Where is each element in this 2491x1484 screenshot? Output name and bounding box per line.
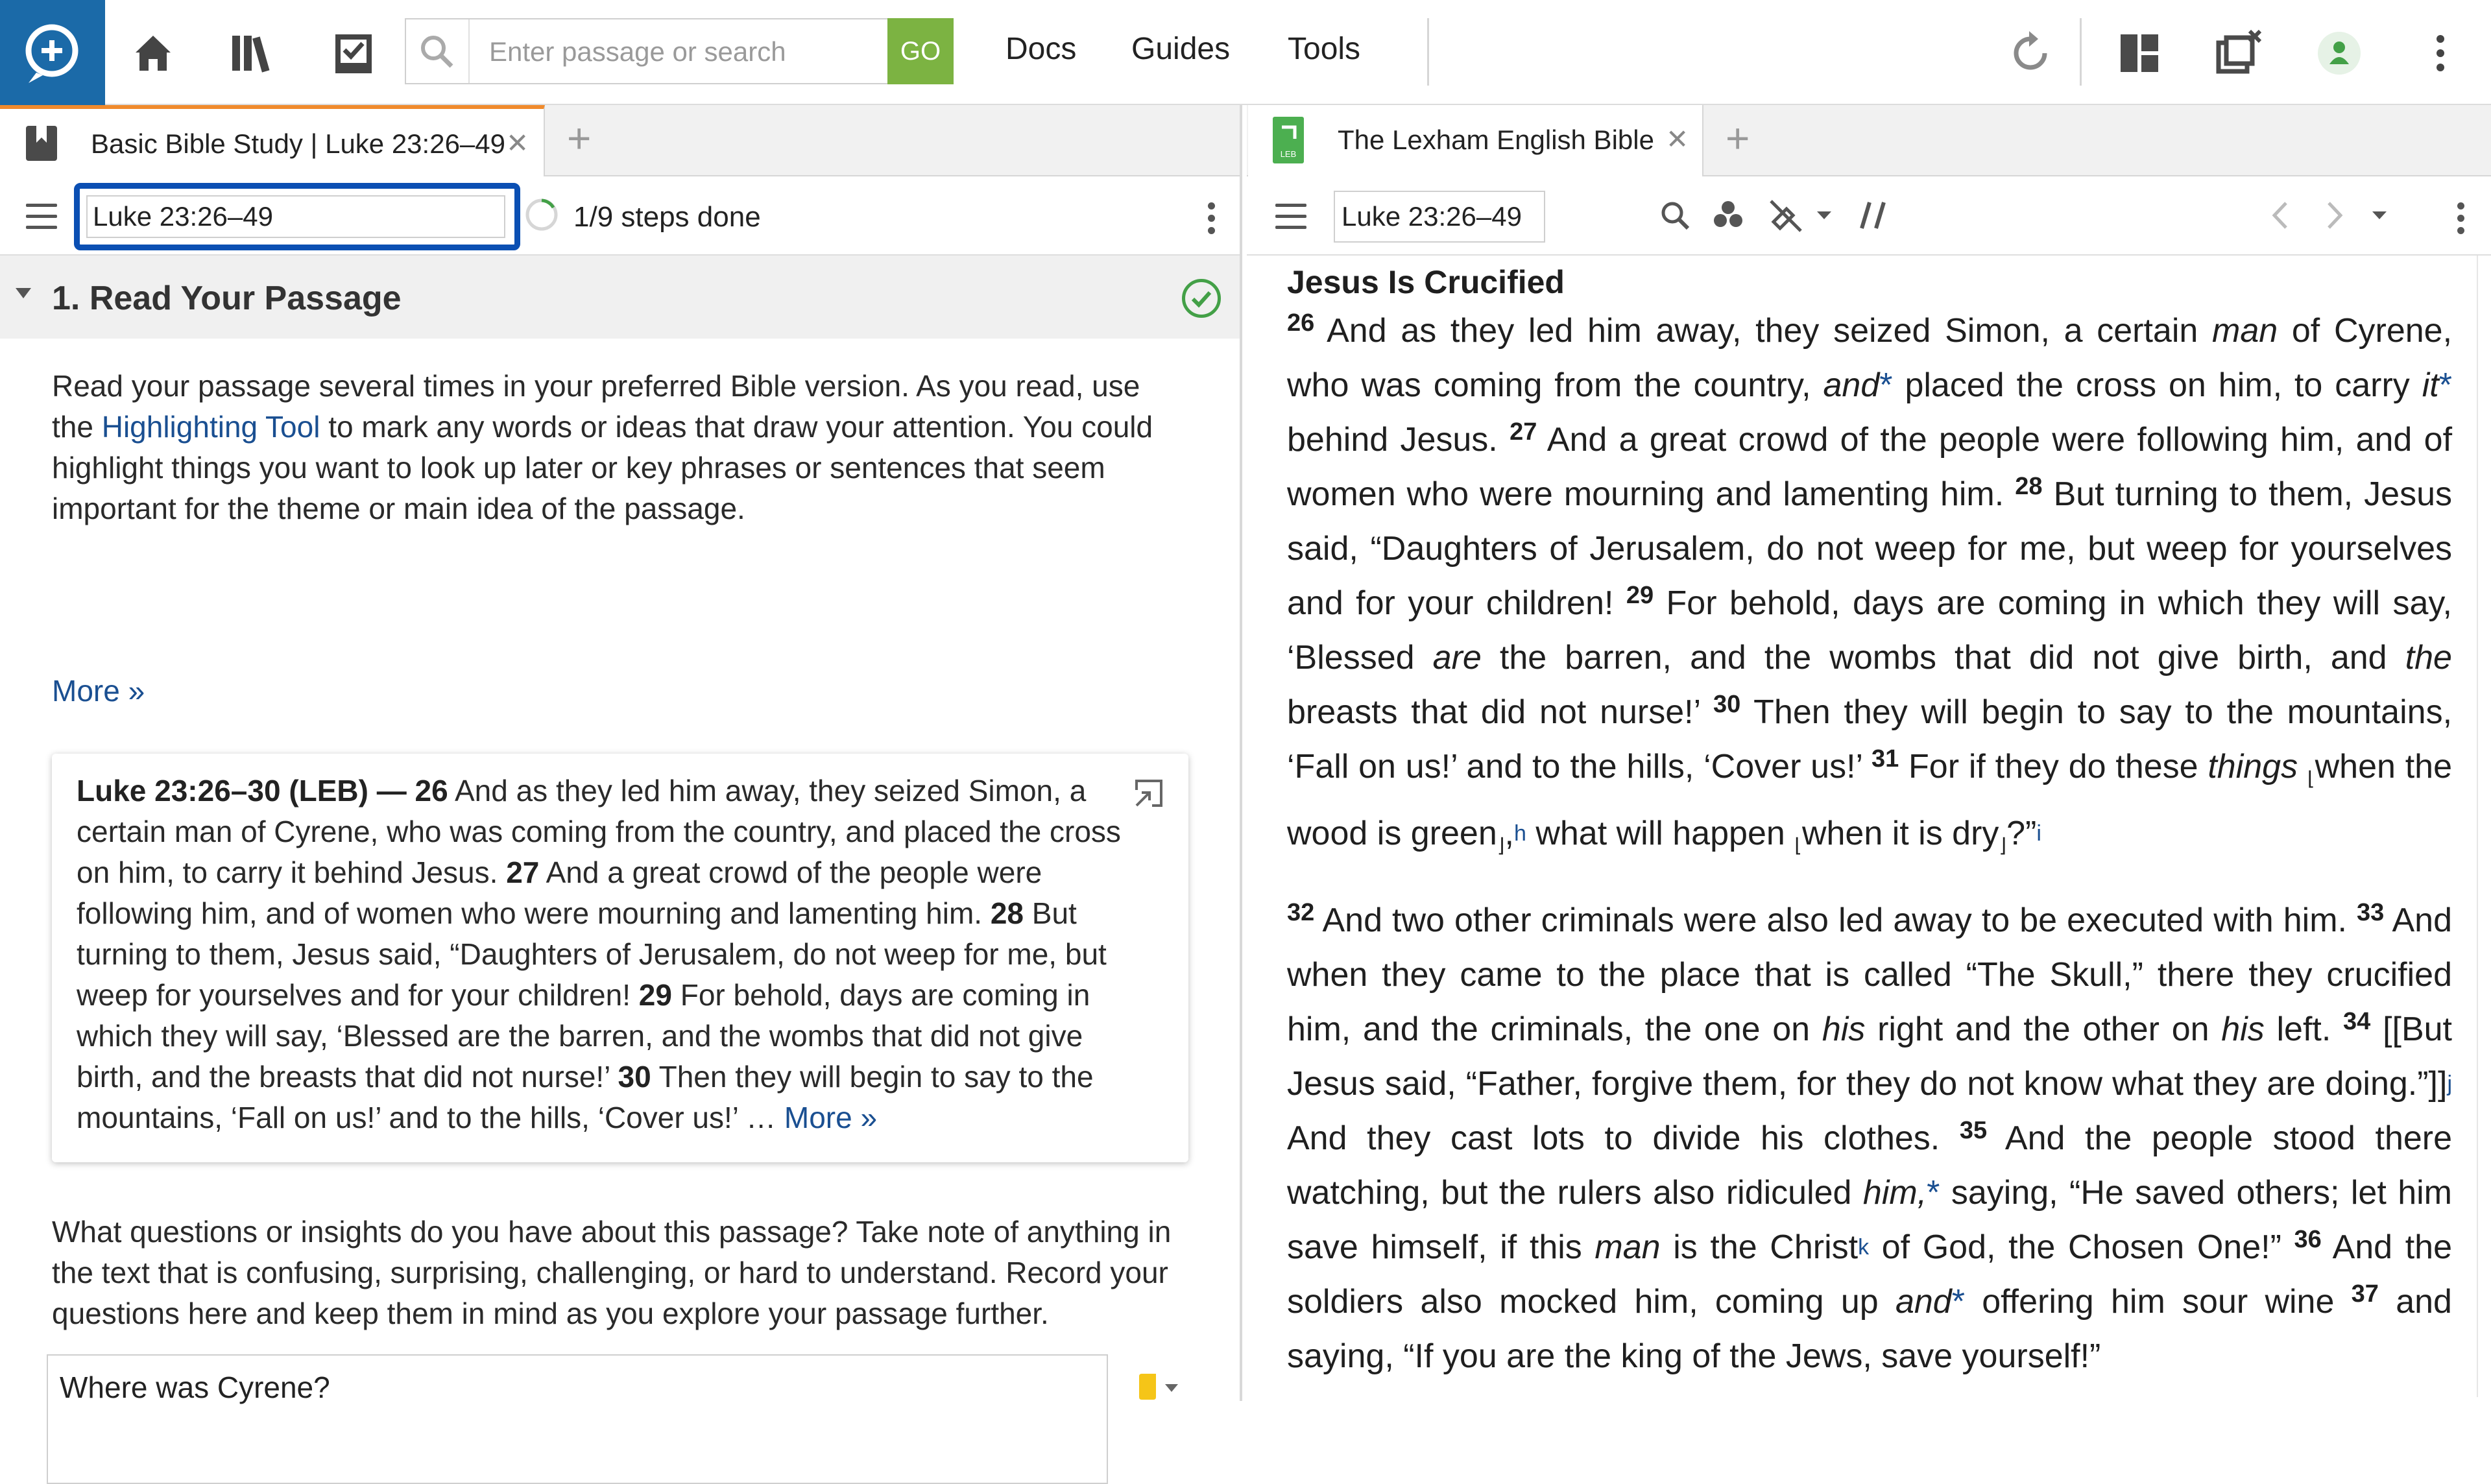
verse-number[interactable]: 33 [2357, 898, 2385, 926]
history-dropdown-icon[interactable] [2359, 195, 2400, 236]
bible-paragraph [1287, 893, 2452, 1383]
toolbar-divider [1427, 18, 1429, 86]
verse-text: right and the other on [1877, 1010, 2209, 1048]
verse-number: 27 [506, 856, 540, 889]
guide-pane [0, 105, 1242, 1404]
right-tabstrip [1247, 105, 2491, 176]
footnote-marker[interactable]: * [1951, 1282, 1965, 1321]
search-divider [468, 19, 470, 83]
footnote-marker[interactable]: * [1879, 366, 1893, 404]
user-icon[interactable] [2307, 21, 2372, 86]
intro-text-b: to mark any words or ideas that draw your attention. You could highlight things you want to look up later or key phrases or sentences that seem important for the theme or main idea of the passage. [52, 410, 1153, 525]
verse-text: [[But Jesus said, “Father, forgive them, for they do not know what they are doing.”]] [1287, 1010, 2453, 1103]
highlighting-icon[interactable] [1766, 195, 1807, 236]
verse-text: and saying, “If you are the king of the Jews, save yourself!” [1287, 1282, 2452, 1375]
verse-italic: and [1823, 366, 1880, 404]
verse-number[interactable]: 31 [1871, 745, 1899, 772]
top-toolbar [0, 0, 2491, 105]
verse-italic: man [2212, 312, 2278, 350]
verse-number: 30 [618, 1060, 651, 1094]
verse-italic: it [2422, 366, 2439, 404]
chevron-down-icon[interactable] [1803, 195, 1845, 236]
open-in-bible-icon[interactable] [1133, 777, 1165, 809]
done-check-icon[interactable] [1182, 279, 1221, 318]
bracket-open: ⌊ [2307, 768, 2315, 790]
leb-badge: LEB [1280, 149, 1297, 159]
search-input[interactable] [489, 26, 891, 78]
library-icon[interactable] [222, 21, 287, 86]
tab-basic-bible-study[interactable] [0, 105, 545, 176]
tools-menu[interactable]: Tools [1288, 32, 1361, 66]
verse-text: when it is dry [1801, 815, 1999, 853]
passage-ref-label: Luke 23:26–30 (LEB) — [77, 774, 407, 808]
verse-text: what will happen [1535, 815, 1785, 853]
verse-text: is the Christ [1673, 1228, 1859, 1266]
footnote-marker[interactable]: * [2438, 366, 2452, 404]
verse-text: breasts that did not nurse!’ [1287, 693, 1700, 731]
verse-text: when the wood is green [1287, 748, 2453, 853]
guides-menu[interactable]: Guides [1131, 32, 1231, 66]
bible-options-icon[interactable] [2457, 202, 2466, 235]
search-box [405, 18, 954, 84]
footnote-marker[interactable]: k [1858, 1234, 1870, 1260]
add-tab-icon[interactable]: + [567, 115, 592, 162]
close-panels-icon[interactable] [2207, 21, 2272, 86]
bible-paragraph: $^{26}$ And as they led him away, they seized Simon, a certain man of Cyrene, who was coming from the country, and* placed the cross on him, to carry it* behind Jesus. $^{27}$ And a great crowd of the people were following him, and of women who were mourning and lamenting him. $^{28}$ But turning to them, Jesus said, “Daughters of Jerusalem, do not weep for me, but weep for yourselves and for your children! $^{29}$ For behold, days are coming in which they will say, ‘Blessed are the barren, and the wombs that did not give birth, and the breasts that did not nurse!’ $^{30}$ Then they will begin to say to the mountains, ‘Fall on us!’ and to the hills, ‘Cover us!’ $^{31}$ For if they do these things $_⌊$when the wood is green$_⌋$,$^h$ what will happen $_⌊$when it is dry$_⌋$?”$^i$ [1287, 309, 2453, 857]
toolbar-divider-2 [2080, 18, 2082, 86]
verse-text: the barren, and the wombs that did not give birth, and [1499, 639, 2387, 676]
verse-number[interactable]: 30 [1713, 691, 1741, 718]
bracket-open: ⌊ [1794, 835, 1802, 857]
layouts-icon[interactable] [2107, 21, 2172, 86]
verse-number: 28 [990, 896, 1024, 930]
verse-number[interactable]: 28 [2015, 473, 2043, 500]
progress-icon [524, 197, 559, 235]
verse-text: placed the cross on him, to carry [1905, 366, 2410, 404]
forward-icon[interactable] [2313, 195, 2355, 236]
checklist-icon[interactable] [322, 21, 387, 86]
verse-number[interactable]: 35 [1959, 1116, 1988, 1144]
more-icon[interactable] [2408, 21, 2473, 86]
bible-pane [1247, 105, 2491, 1401]
visual-filters-icon[interactable] [1707, 195, 1749, 236]
progress-text: 1/9 steps done [573, 201, 761, 233]
menu-icon[interactable] [1275, 204, 1306, 230]
verse-number[interactable]: 36 [2294, 1225, 2322, 1253]
menu-icon[interactable] [26, 204, 57, 230]
footnote-marker[interactable]: i [2036, 821, 2041, 846]
verse-text: And a great crowd of the people were following him, and of women who were mourning and lamenting him. [77, 856, 1042, 930]
verse-number[interactable]: 27 [1510, 418, 1537, 446]
verse-text: But turning to them, Jesus said, “Daughters of Jerusalem, do not weep for me, but weep for yourselves and for your children! [1287, 475, 2453, 622]
verse-text: For if they do these [1908, 748, 2198, 785]
close-tab-icon[interactable]: ✕ [1666, 124, 1689, 154]
verse-text: Then they will begin to say to the mountains, ‘Fall on us!’ and to the hills, ‘Cover us!’ … [77, 1060, 1094, 1134]
verse-italic: the [2405, 639, 2452, 676]
verse-number: 26 [415, 774, 448, 808]
bracket-close: ⌋ [1999, 835, 2007, 857]
verse-number[interactable]: 37 [2351, 1280, 2379, 1308]
verse-italic: and [1895, 1282, 1952, 1321]
verse-number: 29 [638, 978, 672, 1012]
reference-field[interactable] [1334, 191, 1545, 243]
verse-italic: his [1822, 1010, 1866, 1048]
more-link[interactable]: More » [52, 674, 145, 708]
notes-input[interactable] [47, 1354, 1108, 1484]
highlighting-tool-link[interactable]: Highlighting Tool [101, 410, 320, 444]
note-text[interactable]: Where was Cyrene? [60, 1370, 330, 1404]
tab-title: The Lexham English Bible [1338, 125, 1654, 155]
guide-subbar [0, 176, 1240, 256]
logos-logo-icon[interactable] [0, 0, 105, 105]
bible-subbar [1247, 176, 2491, 256]
intro-text-a: Read your passage several times in your preferred Bible version. As you read, use the [52, 369, 1140, 444]
verse-text: of God, the Chosen One!” [1881, 1228, 2281, 1266]
verse-text: offering him sour wine [1982, 1282, 2335, 1321]
verse-text: And the people stood there watching, but the rulers also ridiculed [1287, 1119, 2453, 1212]
verse-text: And as they led him away, they seized Simon, a certain [1327, 312, 2198, 350]
verse-text: And two other criminals were also led away to be executed with him. [1322, 901, 2347, 939]
verse-italic: him, [1862, 1173, 1927, 1212]
verse-text: behind Jesus. [1287, 421, 1498, 459]
verse-italic: man [1594, 1228, 1661, 1266]
verse-text: For behold, days are coming in which they will say, ‘Blessed [1287, 584, 2452, 676]
verse-text: of Cyrene, who was coming from the country, [1287, 312, 2453, 404]
add-tab-icon[interactable]: + [1726, 115, 1750, 162]
verse-text: And the soldiers also mocked him, coming up [1287, 1228, 2452, 1321]
verse-text: And they cast lots to divide his clothes. [1287, 1119, 1940, 1157]
verse-italic: things [2208, 748, 2298, 785]
footnote-marker[interactable]: j [2447, 1071, 2452, 1096]
verse-text: left. [2276, 1010, 2331, 1048]
verse-text: But turning to them, Jesus said, “Daughters of Jerusalem, do not weep for me, but weep for yourselves and for your children! [77, 896, 1107, 1012]
verse-text: And a great crowd of the people were following him, and of women who were mourning and lamenting him. [1287, 421, 2453, 513]
scrollbar[interactable] [2477, 256, 2490, 1397]
section-title: 1. Read Your Passage [52, 280, 402, 317]
search-icon[interactable] [1654, 195, 1696, 236]
collapse-triangle-icon[interactable] [16, 288, 31, 298]
question-prompt: What questions or insights do you have about this passage? Take note of anything in the text that is confusing, surprising, challenging, or hard to understand. Record your questions here and keep them in mind as you explore your passage further. [52, 1215, 1172, 1330]
guide-options-icon[interactable] [1208, 202, 1217, 235]
tab-title: Basic Bible Study | Luke 23:26–49 [91, 128, 506, 159]
intro-paragraph [52, 366, 1181, 529]
passage-more-link[interactable]: More » [784, 1101, 878, 1134]
verse-text: And as they led him away, they seized Simon, a certain man of Cyrene, who was coming from the country, and placed the cross on him, to carry it behind Jesus. [77, 774, 1121, 889]
verse-text: Then they will begin to say to the mountains, ‘Fall on us!’ and to the hills, ‘Cover us!’ [1287, 693, 2453, 785]
footnote-marker[interactable]: * [1927, 1173, 1940, 1212]
passage-preview-text [77, 771, 1147, 1138]
close-tab-icon[interactable]: ✕ [506, 128, 529, 158]
parallel-resources-icon[interactable] [1853, 195, 1894, 236]
leb-book-icon [1273, 117, 1304, 167]
verse-number[interactable]: 26 [1287, 309, 1315, 337]
verse-text: And when they came to the place that is called “The Skull,” there they crucified him, and the criminals, the one on [1287, 901, 2453, 1048]
passage-input[interactable] [86, 195, 505, 238]
left-tabstrip [0, 105, 1240, 176]
bracket-close: ⌋ [1497, 835, 1505, 857]
verse-text: For behold, days are coming in which they will say, ‘Blessed are the barren, and the wombs that did not give birth, and the breasts that did not nurse!’ [77, 978, 1090, 1094]
home-icon[interactable] [121, 21, 186, 86]
verse-italic: his [2221, 1010, 2265, 1048]
passage-preview-card [52, 754, 1188, 1162]
bible-text [1287, 261, 2452, 1383]
passage-field[interactable] [74, 183, 520, 250]
docs-menu[interactable]: Docs [1005, 32, 1077, 66]
verse-text: saying, “He saved others; let him save himself, if this [1287, 1173, 2452, 1266]
verse-italic: are [1432, 639, 1482, 676]
back-icon[interactable] [2260, 195, 2302, 236]
verse-number[interactable]: 29 [1626, 582, 1654, 609]
search-icon [416, 31, 458, 73]
sync-icon[interactable] [1998, 21, 2063, 86]
verse-number[interactable]: 32 [1287, 898, 1315, 926]
section-read-passage[interactable] [0, 256, 1240, 339]
note-color-picker[interactable] [1137, 1371, 1182, 1404]
go-button[interactable]: GO [887, 18, 954, 84]
verse-number[interactable]: 34 [2343, 1007, 2371, 1035]
pericope-heading: Jesus Is Crucified [1287, 264, 1565, 300]
guide-icon [23, 123, 60, 167]
footnote-marker[interactable]: h [1513, 821, 1526, 846]
reference-input[interactable] [1335, 192, 1544, 241]
tab-lexham-english-bible[interactable] [1248, 105, 1703, 176]
